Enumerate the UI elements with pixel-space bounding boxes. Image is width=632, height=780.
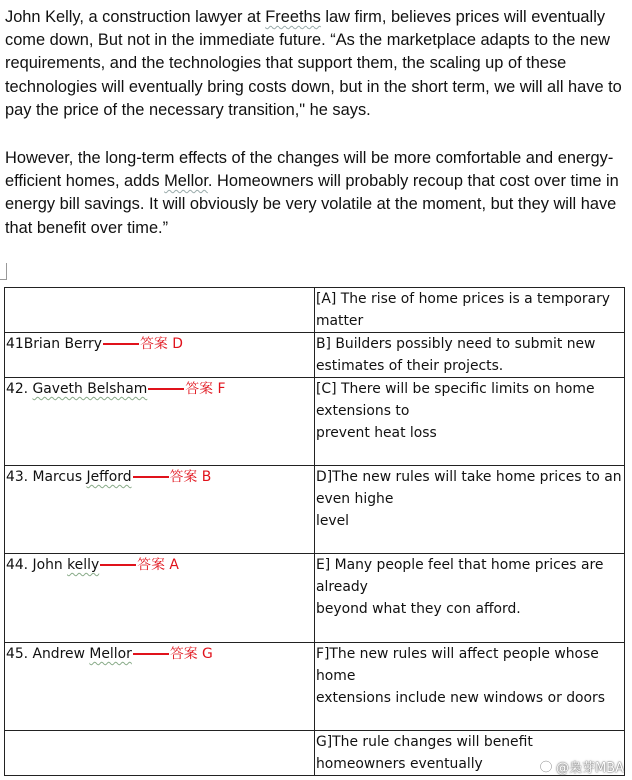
empty-cell: [5, 731, 315, 776]
question-42: [5, 378, 315, 466]
paragraph-text: . Homeowners will probably recoup that cost over time in energy bill savings. It will obviously be very volatile at the moment, but they will have that benefit over time.”: [5, 172, 619, 237]
spell-flagged-word: Freeths: [265, 8, 321, 26]
table-row: [5, 554, 625, 643]
table-row: [5, 333, 625, 378]
answer-dash: [133, 653, 169, 655]
paragraph-text: However, the long-term effects of the changes will be more comfortable and energy-efficient homes, adds: [5, 149, 614, 191]
question-number: 43. Marcus: [6, 469, 87, 485]
option-g: G]The rule changes will benefit homeowners eventually: [315, 731, 625, 776]
matching-table: [4, 287, 625, 776]
option-e: E] Many people feel that home prices are already beyond what they con afford.: [315, 554, 625, 643]
watermark: [539, 757, 624, 776]
speaker-name: kelly: [67, 557, 100, 573]
paragraph-text: John Kelly, a construction lawyer at: [5, 8, 266, 26]
paragraph-text: law firm, believes prices will eventually come down, But not in the immediate future. “As the marketplace adapts to the new requirements, and the technologies that support them, the scaling up of these technologies will eventually bring costs down, but in the short term, we will all have to pay the price of the necessary transition," he says.: [5, 8, 622, 119]
table-move-handle[interactable]: [0, 263, 7, 280]
answer-dash: [103, 343, 139, 345]
question-43: [5, 466, 315, 554]
question-41: [5, 333, 315, 378]
question-45: [5, 643, 315, 731]
answer-label: 答案 B: [169, 469, 212, 485]
speaker-name: Mellor: [89, 646, 132, 662]
question-number: 42.: [6, 381, 33, 397]
answer-label: 答案 F: [185, 381, 226, 397]
paragraph-kelly: [5, 6, 630, 122]
option-d: D]The new rules will take home prices to an even highe level: [315, 466, 625, 554]
option-c: [C] There will be specific limits on home extensions to prevent heat loss: [315, 378, 625, 466]
answer-label: 答案 D: [140, 336, 183, 352]
speaker-name: Brian Berry: [23, 336, 102, 352]
watermark-text: @枭芽MBA: [555, 761, 624, 776]
speaker-name: Gaveth Belsham: [32, 381, 148, 397]
speaker-name: Jefford: [86, 469, 132, 485]
question-number: 44. John: [6, 557, 68, 573]
option-b: B] Builders possibly need to submit new estimates of their projects.: [315, 333, 625, 378]
answer-label: 答案 G: [169, 646, 213, 662]
table-row: [5, 643, 625, 731]
answer-dash: [148, 388, 184, 390]
answer-label: 答案 A: [137, 557, 179, 573]
table-row: [5, 466, 625, 554]
table-row: [5, 288, 625, 333]
option-f: F]The new rules will affect people whose home extensions include new windows or doors: [315, 643, 625, 731]
spell-flagged-word: Mellor: [164, 172, 208, 191]
answer-dash: [100, 564, 136, 566]
question-number: 45. Andrew: [6, 646, 90, 662]
paragraph-mellor: [5, 147, 630, 240]
question-44: [5, 554, 315, 643]
empty-cell: [5, 288, 315, 333]
answer-dash: [133, 476, 169, 478]
table-row: [5, 378, 625, 466]
question-number: 41: [6, 336, 24, 352]
chat-bubble-icon: [539, 760, 553, 774]
option-a: [A] The rise of home prices is a temporary matter: [315, 288, 625, 333]
table-row: [5, 731, 625, 776]
